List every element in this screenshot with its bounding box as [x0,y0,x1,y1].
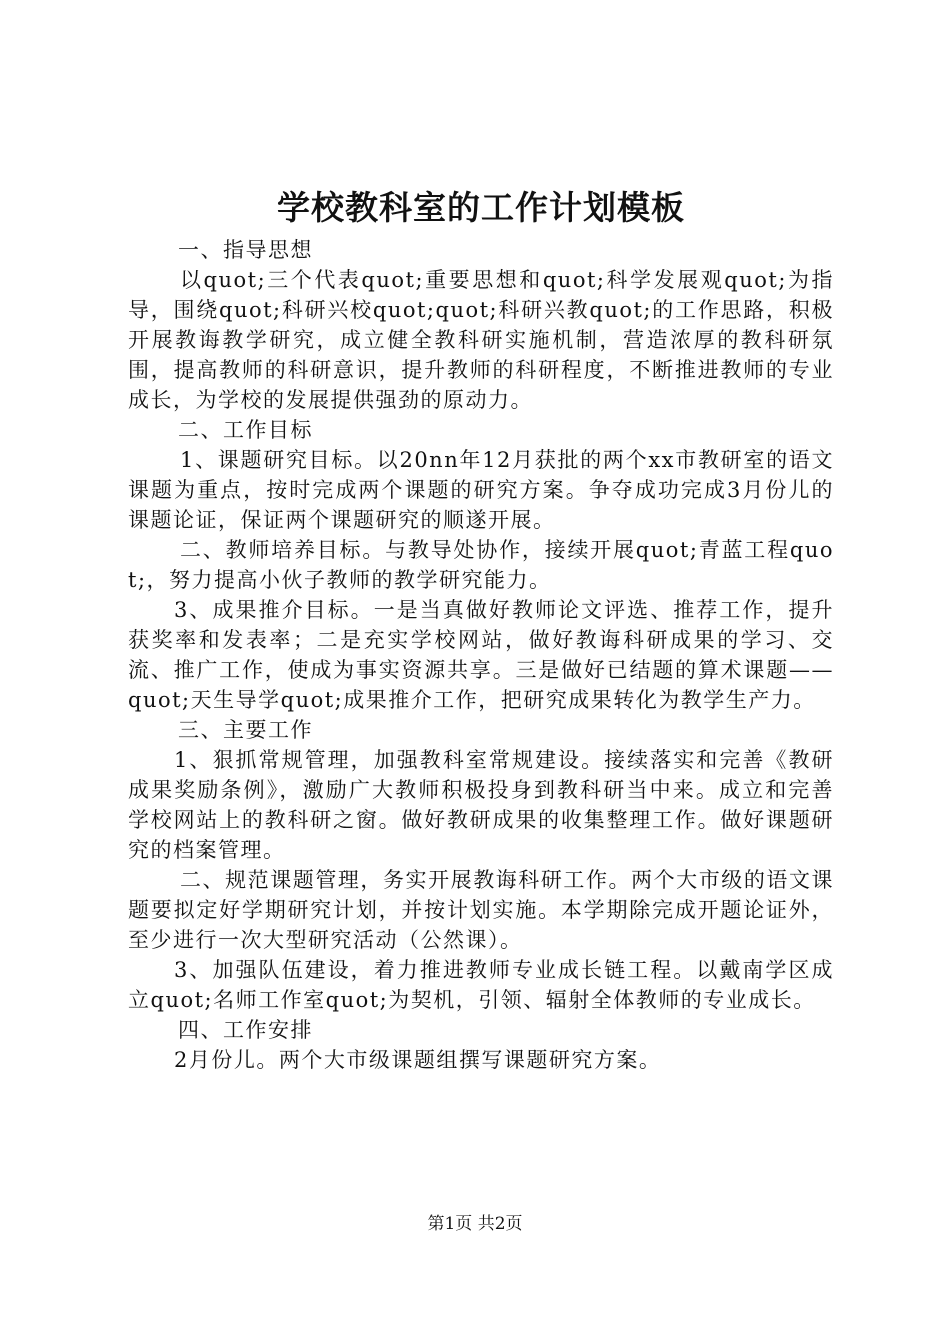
paragraph-february-schedule: 2月份儿。两个大市级课题组撰写课题研究方案。 [174,1048,662,1072]
section-heading-work-schedule: 四、工作安排 [178,1018,313,1042]
paragraph-teacher-training-goal: 二、教师培养目标。与教导处协作，接续开展quot;青蓝工程quot;，努力提高小伙子教师的教学研究能力。 [128,538,834,592]
document-page [128,0,834,1344]
paragraph-team-building: 3、加强队伍建设，着力推进教师专业成长链工程。以戴南学区成立quot;名师工作室quot;为契机，引领、辐射全体教师的专业成长。 [128,958,834,1012]
document-title: 学校教科室的工作计划模板 [277,188,685,227]
page-number-footer: 第1页 共2页 [427,1214,523,1234]
paragraph-guiding-ideology: 以quot;三个代表quot;重要思想和quot;科学发展观quot;为指导，围绕quot;科研兴校quot;quot;科研兴教quot;的工作思路，积极开展教诲教学研究，成立健全教科研实施机制，营造浓厚的教科研氛围，提高教师的科研意识，提升教师的科研程度，不断推进教师的专业成长，为学校的发展提供强劲的原动力。 [128,268,834,412]
paragraph-results-promotion-goal: 3、成果推介目标。一是当真做好教师论文评选、推荐工作，提升获奖率和发表率；二是充实学校网站，做好教诲科研成果的学习、交流、推广工作，使成为事实资源共享。三是做好已结题的算术课题——quot;天生导学quot;成果推介工作，把研究成果转化为教学生产力。 [128,598,834,712]
section-heading-main-work: 三、主要工作 [178,718,313,742]
section-heading-work-goals: 二、工作目标 [178,418,313,442]
paragraph-routine-management: 1、狠抓常规管理，加强教科室常规建设。接续落实和完善《教研成果奖励条例》，激励广大教师积极投身到教科研当中来。成立和完善学校网站上的教科研之窗。做好教研成果的收集整理工作。做好课题研究的档案管理。 [128,748,834,862]
section-heading-guiding-ideology: 一、指导思想 [178,238,313,262]
paragraph-research-goal: 1、课题研究目标。以20nn年12月获批的两个xx市教研室的语文课题为重点，按时完成两个课题的研究方案。争夺成功完成3月份儿的课题论证，保证两个课题研究的顺遂开展。 [128,448,834,532]
paragraph-project-management: 二、规范课题管理，务实开展教诲科研工作。两个大市级的语文课题要拟定好学期研究计划，并按计划实施。本学期除完成开题论证外，至少进行一次大型研究活动（公然课）。 [128,868,834,952]
document-body [128,235,834,1075]
